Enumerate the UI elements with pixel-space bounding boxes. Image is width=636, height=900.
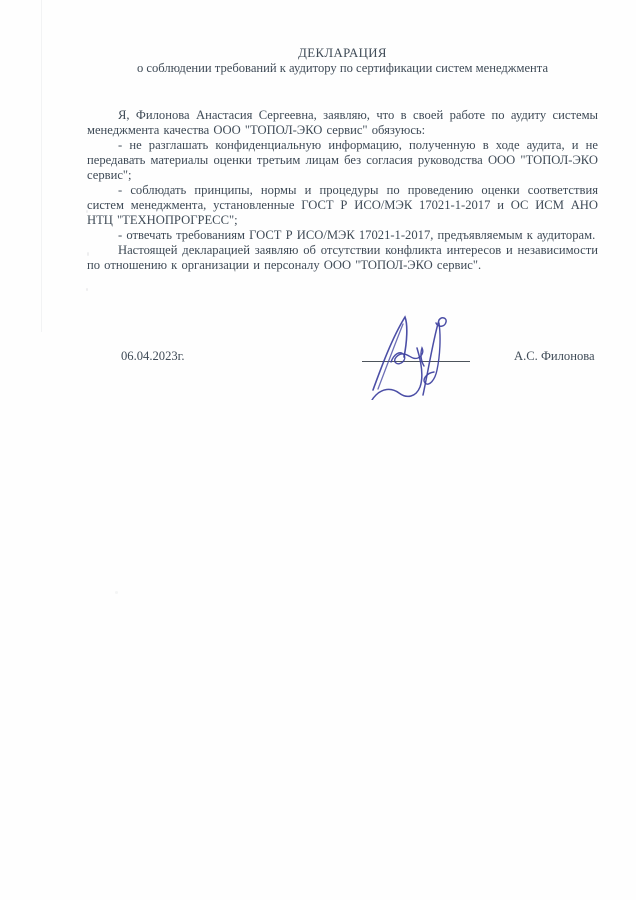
signatory-name: А.С. Филонова	[514, 349, 595, 363]
scan-artifact-speck	[115, 591, 118, 594]
signature-line	[362, 344, 470, 362]
date-label: 06.04.2023г.	[121, 349, 185, 363]
paragraph-conflict-statement: Настоящей декларацией заявляю об отсутствии конфликта интересов и независимости по отношению к организации и персоналу ООО "ТОПОЛ-ЭКО сервис".	[87, 243, 598, 272]
document-content	[87, 46, 598, 273]
scan-artifact-speck	[86, 288, 88, 291]
scan-artifact-line	[41, 0, 42, 332]
document-body	[87, 108, 598, 273]
paragraph-intro: Я, Филонова Анастасия Сергеевна, заявляю, что в своей работе по аудиту системы менеджмента качества ООО "ТОПОЛ-ЭКО сервис" обязуюсь:	[87, 108, 598, 137]
paragraph-obligation-requirements: - отвечать требованиям ГОСТ Р ИСО/МЭК 17021-1-2017, предъявляемым к аудиторам.	[118, 228, 596, 242]
document-title: ДЕКЛАРАЦИЯ	[298, 46, 387, 60]
paragraph-obligation-confidentiality: - не разглашать конфиденциальную информацию, полученную в ходе аудита, и не передавать материалы оценки третьим лицам без согласия руководства ООО "ТОПОЛ-ЭКО сервис";	[87, 138, 598, 182]
paragraph-obligation-procedures: - соблюдать принципы, нормы и процедуры по проведению оценки соответствия систем менеджмента, установленные ГОСТ Р ИСО/МЭК 17021-1-2017 и ОС ИСМ АНО НТЦ "ТЕХНОПРОГРЕСС";	[87, 183, 598, 227]
handwritten-signature-icon	[362, 310, 468, 400]
document-subtitle: о соблюдении требований к аудитору по сертификации систем менеджмента	[136, 61, 549, 75]
